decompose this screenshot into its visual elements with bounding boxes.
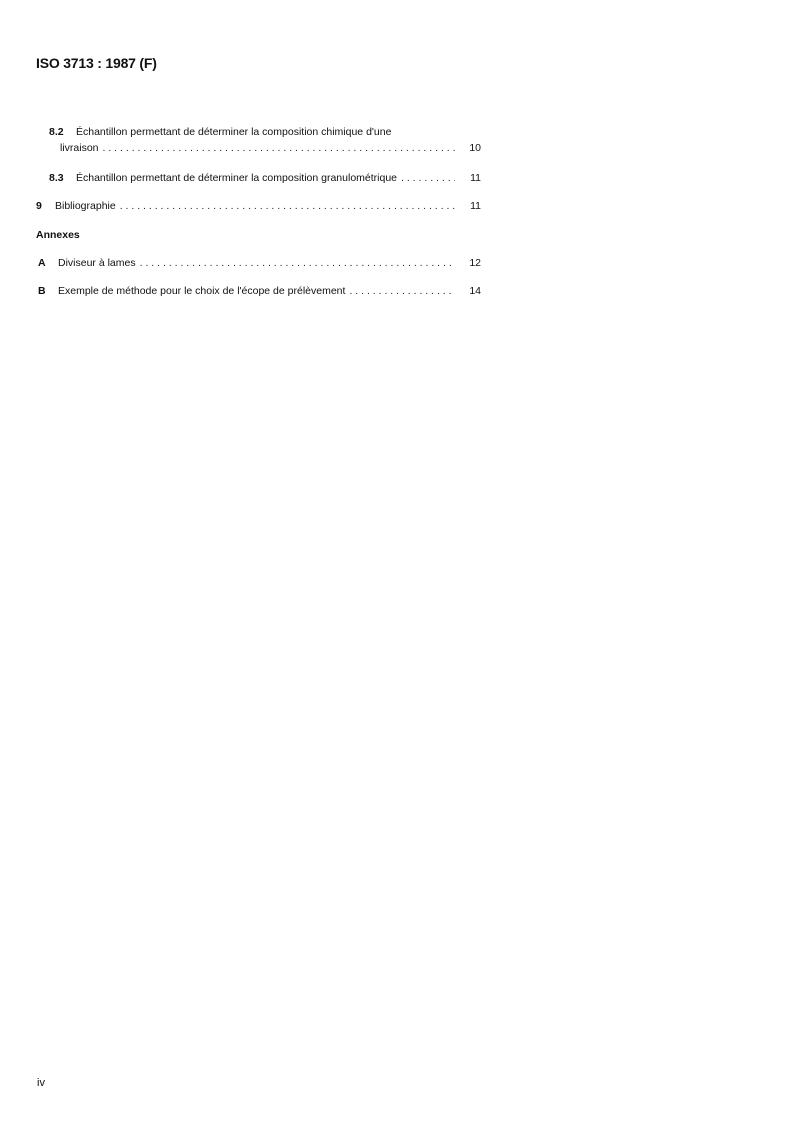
dot-leader [401,171,455,185]
dot-leader [103,141,455,155]
toc-annex-page: 12 [469,257,481,269]
document-header: ISO 3713 : 1987 (F) [36,55,157,71]
toc-entry-leader [58,256,481,270]
toc-entry-title: Échantillon permettant de déterminer la composition granulométrique [76,172,398,184]
dot-leader [349,284,455,298]
toc-entry-title-line2: livraison [60,142,99,154]
toc-entry-leader [58,284,481,298]
toc-annex-page: 14 [469,285,481,297]
toc-annex-title: Diviseur à lames [58,257,136,269]
toc-annex-letter: B [38,285,46,297]
toc-entry-page: 11 [470,172,481,184]
toc-entry-title: Bibliographie [55,200,116,212]
page-number: iv [37,1077,45,1089]
toc-entry-leader [60,141,481,155]
toc-entry-title-line1: Échantillon permettant de déterminer la composition chimique d'une [76,126,392,138]
toc-annex-title: Exemple de méthode pour le choix de l'écope de prélèvement [58,285,346,297]
dot-leader [120,199,455,213]
toc-entry-number: 9 [36,200,42,212]
toc-entry-leader [76,171,481,185]
annexes-heading: Annexes [36,229,80,241]
toc-annex-letter: A [38,257,46,269]
dot-leader [140,256,455,270]
toc-entry-number: 8.3 [49,172,64,184]
toc-entry-page: 11 [470,200,481,212]
toc-entry-leader [55,199,481,213]
toc-entry-page: 10 [469,142,481,154]
toc-entry-number: 8.2 [49,126,64,138]
